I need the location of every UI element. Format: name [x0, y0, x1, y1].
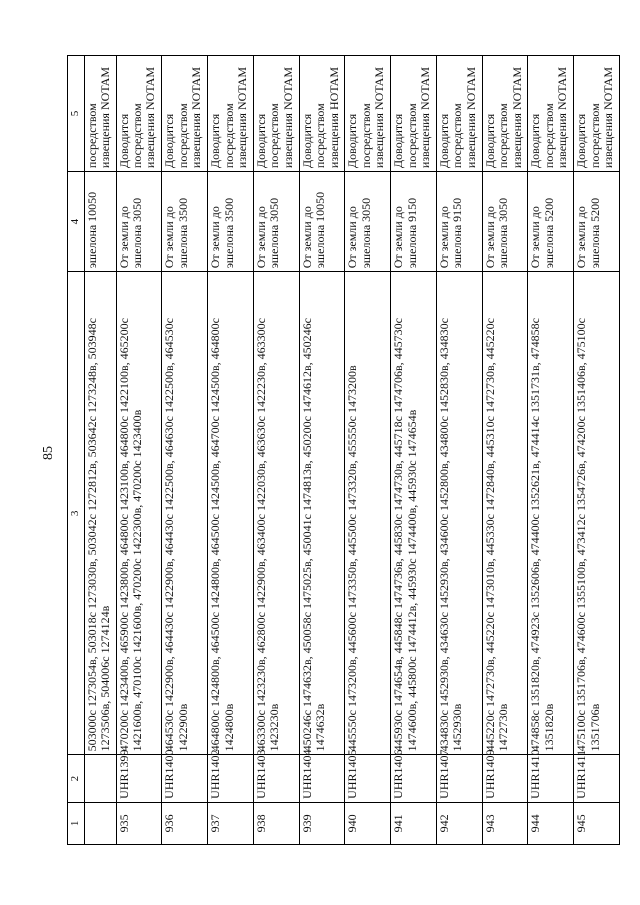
altitude-limits-cell: От земли до эшелона 3050 — [482, 172, 528, 272]
row-number-cell: 940 — [345, 802, 391, 844]
zone-id-cell — [85, 755, 117, 802]
table-row — [574, 56, 620, 845]
row-number-cell: 944 — [528, 802, 574, 844]
row-number-cell: 941 — [391, 802, 437, 844]
altitude-limits-cell: От земли до эшелона 9150 — [436, 172, 482, 272]
coordinates-cell: 464530с 1422900в, 464430с 1422900в, 464430с 1422500в, 464630с 1422500в, 464530с 1422900в — [162, 272, 208, 755]
altitude-limits-cell: От земли до эшелона 9150 — [391, 172, 437, 272]
altitude-limits-cell: От земли до эшелона 3500 — [208, 172, 254, 272]
zone-id-cell: UHR1404 — [299, 755, 345, 802]
altitude-limits-cell: От земли до эшелона 3050 — [253, 172, 299, 272]
altitude-limits-cell: От земли до эшелона 3050 — [116, 172, 162, 272]
table-row — [436, 56, 482, 845]
altitude-limits-cell: эшелона 10050 — [85, 172, 117, 272]
notes-cell: Доводится посредством извещения NOTAM — [208, 56, 254, 172]
altitude-limits-cell: От земли до эшелона 5200 — [574, 172, 620, 272]
altitude-limits-cell: От земли до эшелона 3050 — [345, 172, 391, 272]
coordinates-cell: 475100с 1351706в, 474600с 1355100в, 473412с 1354726в, 474200с 1351406в, 475100с 1351706в — [574, 272, 620, 755]
zone-id-cell: UHR1400 — [162, 755, 208, 802]
table-header-row — [68, 56, 85, 845]
table-row — [162, 56, 208, 845]
zone-id-cell: UHR1402 — [208, 755, 254, 802]
zone-id-cell: UHR1406 — [391, 755, 437, 802]
coordinates-cell: 474858с 1351820в, 474923с 1352606в, 474400с 1352621в, 474414с 1351731в, 474858с 1351820в — [528, 272, 574, 755]
zone-id-cell: UHR1405 — [345, 755, 391, 802]
zone-id-cell: UHR1403 — [253, 755, 299, 802]
coordinates-cell: 445550с 1473200в, 445600с 1473350в, 445500с 1473320в, 455550с 1473200в — [345, 272, 391, 755]
coordinates-cell: 445930с 1474654в, 445848с 1474736в, 445830с 1474730в, 445718с 1474706в, 445730с 1474600в, 445800с 1474412в, 445930с 1474400в, 445930с 1474654в — [391, 272, 437, 755]
notes-cell: Доводится посредством извещения NOTAM — [345, 56, 391, 172]
table-row — [528, 56, 574, 845]
zone-id-cell: UHR1407 — [436, 755, 482, 802]
table-row — [253, 56, 299, 845]
notes-cell: посредством извещения NOTAM — [85, 56, 117, 172]
coordinates-cell: 503000с 1273054в, 503018с 1273030в, 503042с 1272812в, 503642с 1273248в, 503948с 1273506в, 504006с 1274124в — [85, 272, 117, 755]
zone-id-cell: UHR1411 — [574, 755, 620, 802]
column-header: 5 — [68, 56, 85, 172]
notes-cell: Доводится посредством извещения NOTAM — [574, 56, 620, 172]
page-number: 85 — [41, 446, 56, 460]
row-number-cell: 943 — [482, 802, 528, 844]
zone-id-cell: UHR1409 — [482, 755, 528, 802]
coordinates-cell: 445220с 1472730в, 445220с 1473010в, 445330с 1472840в, 445310с 1472730в, 445220с 1472730в — [482, 272, 528, 755]
notes-cell: Доводится посредством извещения NOTAM — [162, 56, 208, 172]
column-header: 1 — [68, 802, 85, 844]
table-row — [116, 56, 162, 845]
coordinates-cell: 434830с 1452930в, 434630с 1452930в, 434600с 1452800в, 434800с 1452830в, 434830с 1452930в — [436, 272, 482, 755]
coordinates-cell: 450246с 1474632в, 450058с 1475025в, 450041с 1474813в, 450200с 1474612в, 450246с 1474632в — [299, 272, 345, 755]
table-row — [85, 56, 117, 845]
notes-cell: Доводится посредством извещения NOTAM — [116, 56, 162, 172]
notes-cell: Доводится посредством извещения NOTAM — [391, 56, 437, 172]
table-row — [208, 56, 254, 845]
rotated-table-wrapper — [67, 55, 620, 845]
notes-cell: Доводится посредством извещения NOTAM — [253, 56, 299, 172]
table-row — [345, 56, 391, 845]
row-number-cell: 938 — [253, 802, 299, 844]
coordinates-cell: 470200с 1423400в, 465900с 1423800в, 464800с 1423100в, 464800с 1422100в, 465200с 1421600в, 470100с 1421600в, 470200с 1422300в, 470200с 1423400в — [116, 272, 162, 755]
zone-id-cell: UHR1399 — [116, 755, 162, 802]
table-row — [391, 56, 437, 845]
column-header: 4 — [68, 172, 85, 272]
row-number-cell: 935 — [116, 802, 162, 844]
altitude-limits-cell: От земли до эшелона 3500 — [162, 172, 208, 272]
row-number-cell: 945 — [574, 802, 620, 844]
row-number-cell: 939 — [299, 802, 345, 844]
row-number-cell — [85, 802, 117, 844]
coordinates-cell: 464800с 1424800в, 464500с 1424800в, 464500с 1424500в, 464700с 1424500в, 464800с 1424800в — [208, 272, 254, 755]
notes-cell: Доводится посредством извещения NOTAM — [436, 56, 482, 172]
row-number-cell: 942 — [436, 802, 482, 844]
zone-id-cell: UHR1410 — [528, 755, 574, 802]
row-number-cell: 936 — [162, 802, 208, 844]
column-header: 2 — [68, 755, 85, 802]
altitude-limits-cell: От земли до эшелона 5200 — [528, 172, 574, 272]
coordinates-cell: 463300с 1423230в, 462800с 1422900в, 463400с 1422030в, 463630с 1422230в, 463300с 1423230в — [253, 272, 299, 755]
notes-cell: Доводится посредством извещения NOTAM — [482, 56, 528, 172]
notes-cell: Доводится посредством извещения NOTAM — [528, 56, 574, 172]
table-row — [482, 56, 528, 845]
notes-cell: Доводится посредством извещения HOTAM — [299, 56, 345, 172]
restricted-zones-table — [67, 55, 620, 845]
column-header: 3 — [68, 272, 85, 755]
row-number-cell: 937 — [208, 802, 254, 844]
table-row — [299, 56, 345, 845]
altitude-limits-cell: От земли до эшелона 10050 — [299, 172, 345, 272]
